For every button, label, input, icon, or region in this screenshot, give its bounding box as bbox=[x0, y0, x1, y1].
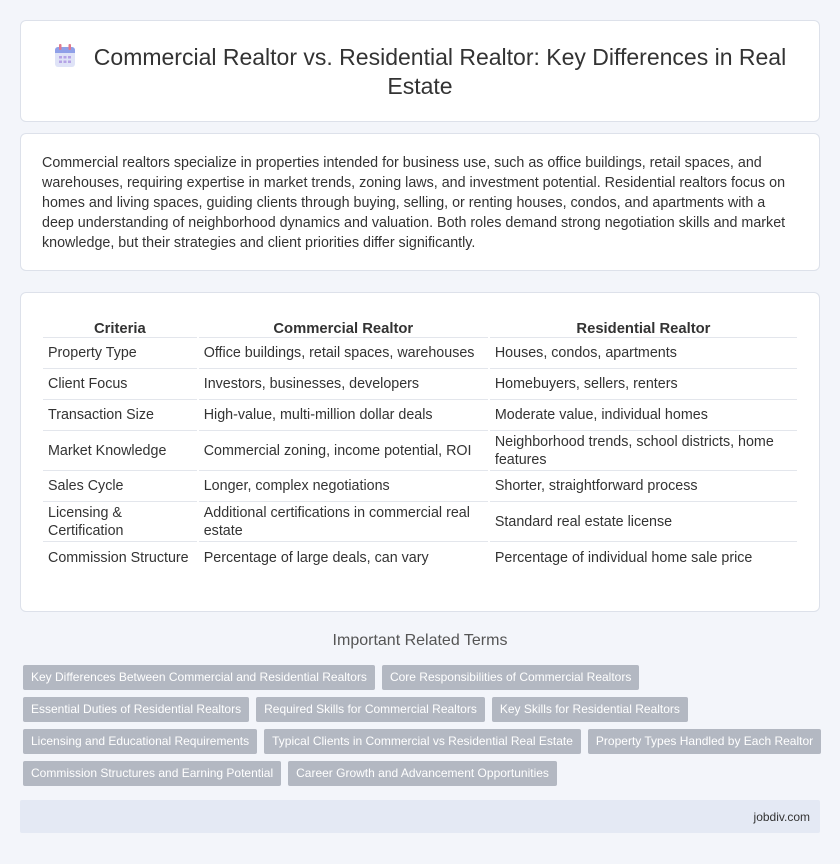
related-term-tag[interactable]: Typical Clients in Commercial vs Residential Real Estate bbox=[264, 729, 581, 754]
residential-cell: Percentage of individual home sale price bbox=[494, 549, 753, 566]
table-row bbox=[43, 471, 797, 502]
residential-cell: Houses, condos, apartments bbox=[490, 338, 797, 369]
table-row bbox=[43, 542, 797, 573]
commercial-cell: Office buildings, retail spaces, warehouses bbox=[199, 338, 488, 369]
comparison-table bbox=[41, 316, 799, 573]
title-card bbox=[20, 20, 820, 122]
related-term-tag[interactable]: Key Differences Between Commercial and Residential Realtors bbox=[23, 665, 375, 690]
related-term-tag[interactable]: Essential Duties of Residential Realtors bbox=[23, 697, 249, 722]
criteria-cell: Licensing & Certification bbox=[43, 502, 197, 542]
tag-row bbox=[23, 665, 823, 690]
commercial-cell: Additional certifications in commercial real estate bbox=[199, 502, 488, 542]
residential-cell: Neighborhood trends, school districts, home features bbox=[490, 431, 797, 471]
commercial-cell: Percentage of large deals, can vary bbox=[203, 549, 429, 566]
criteria-cell: Transaction Size bbox=[43, 400, 197, 431]
related-term-tag[interactable]: Core Responsibilities of Commercial Realtors bbox=[382, 665, 639, 690]
footer-site-link[interactable]: jobdiv.com bbox=[753, 810, 810, 824]
calendar-icon bbox=[54, 44, 76, 68]
commercial-cell: High-value, multi-million dollar deals bbox=[199, 400, 488, 431]
criteria-cell: Market Knowledge bbox=[43, 431, 197, 471]
related-term-tag[interactable]: Commission Structures and Earning Potential bbox=[23, 761, 281, 786]
intro-paragraph: Commercial realtors specialize in properties intended for business use, such as office buildings, retail spaces, and warehouses, requiring expertise in market trends, zoning laws, and investment potential. Residential realtors focus on homes and living spaces, guiding clients through buying, selling, or renting houses, condos, and apartments with a deep understanding of neighborhood dynamics and valuation. Both roles demand strong negotiation skills and market knowledge, but their strategies and client priorities differ significantly. bbox=[42, 155, 786, 251]
table-row bbox=[43, 502, 797, 542]
commercial-cell: Commercial zoning, income potential, ROI bbox=[199, 431, 488, 471]
table-row bbox=[43, 400, 797, 431]
column-header-commercial: Commercial Realtor bbox=[199, 316, 488, 338]
table-row bbox=[43, 338, 797, 369]
commercial-cell: Investors, businesses, developers bbox=[199, 369, 488, 400]
related-term-tag[interactable]: Key Skills for Residential Realtors bbox=[492, 697, 688, 722]
criteria-cell: Client Focus bbox=[43, 369, 197, 400]
page-title: Commercial Realtor vs. Residential Realtor: Key Differences in Real Estate bbox=[93, 44, 787, 99]
criteria-cell: Commission Structure bbox=[48, 549, 189, 566]
table-header-row bbox=[43, 316, 797, 338]
column-header-criteria: Criteria bbox=[43, 316, 197, 338]
related-term-tag[interactable]: Property Types Handled by Each Realtor bbox=[588, 729, 821, 754]
table-row bbox=[43, 369, 797, 400]
comparison-card bbox=[20, 292, 820, 612]
residential-cell: Shorter, straightforward process bbox=[490, 471, 797, 502]
tag-row bbox=[23, 761, 823, 786]
column-header-residential: Residential Realtor bbox=[490, 316, 797, 338]
tag-row bbox=[23, 697, 823, 722]
residential-cell: Standard real estate license bbox=[490, 502, 797, 542]
title-wrap bbox=[51, 43, 789, 101]
related-terms-heading: Important Related Terms bbox=[332, 632, 508, 649]
related-terms-tags bbox=[23, 665, 823, 793]
tag-row bbox=[23, 729, 823, 754]
residential-cell: Homebuyers, sellers, renters bbox=[490, 369, 797, 400]
criteria-cell: Property Type bbox=[43, 338, 197, 369]
footer bbox=[20, 800, 820, 833]
criteria-cell: Sales Cycle bbox=[43, 471, 197, 502]
related-term-tag[interactable]: Career Growth and Advancement Opportunities bbox=[288, 761, 557, 786]
intro-card bbox=[20, 133, 820, 271]
related-term-tag[interactable]: Licensing and Educational Requirements bbox=[23, 729, 257, 754]
related-term-tag[interactable]: Required Skills for Commercial Realtors bbox=[256, 697, 485, 722]
commercial-cell: Longer, complex negotiations bbox=[199, 471, 488, 502]
residential-cell: Moderate value, individual homes bbox=[490, 400, 797, 431]
table-row bbox=[43, 431, 797, 471]
